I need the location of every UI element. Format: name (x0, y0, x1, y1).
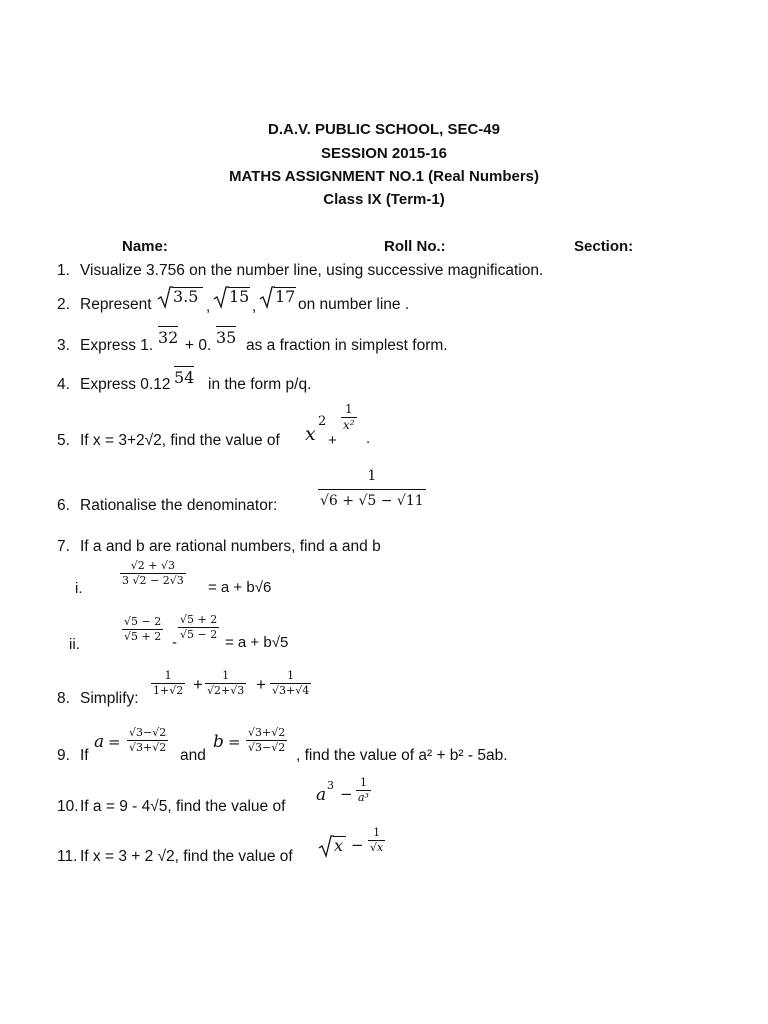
fraction (120, 560, 186, 587)
denominator: √x (370, 840, 384, 854)
question-text: If (80, 747, 89, 764)
denominator: √5 + 2 (124, 629, 162, 643)
sqrt-icon (157, 285, 173, 309)
question-text: Express 1. (80, 337, 154, 354)
denominator: √5 − 2 (180, 627, 218, 641)
denominator: √6 + √5 − √11 (318, 489, 426, 509)
numerator: 1 (367, 468, 377, 484)
question-5 (57, 432, 280, 450)
numerator: 1 (344, 402, 353, 416)
recurring-digits: 32 (158, 328, 179, 347)
subpart-label: i. (75, 580, 83, 597)
denominator: √3−√2 (248, 740, 286, 754)
denominator: x² (343, 417, 355, 432)
numerator: 1 (164, 669, 172, 682)
separator: , (252, 298, 257, 315)
numerator: √2 + √3 (130, 559, 175, 572)
question-text-end: in the form p/q. (208, 376, 312, 393)
rhs: = a + b√6 (208, 579, 272, 596)
fraction (205, 670, 246, 697)
roll-label: Roll No.: (384, 238, 446, 255)
radical-3-5 (157, 285, 173, 314)
question-text: Rationalise the denominator: (80, 497, 278, 514)
exponent: 2 (318, 414, 327, 429)
denominator: √2+√3 (207, 683, 245, 697)
question-text: If a = 9 - 4√5, find the value of (80, 798, 286, 815)
question-9 (57, 747, 89, 765)
recurring-digits: 35 (216, 328, 237, 347)
question-text: If a and b are rational numbers, find a and b (80, 538, 381, 555)
plus-sign: + (328, 432, 337, 449)
question-number: 11. (57, 848, 78, 865)
question-4 (57, 376, 170, 394)
question-text-end: , find the value of a² + b² - 5ab. (296, 747, 508, 764)
plus-text: + 0. (185, 337, 212, 354)
numerator: 1 (359, 776, 367, 789)
question-number: 2. (57, 296, 70, 313)
numerator: √3−√2 (129, 726, 167, 739)
radicand: x (334, 836, 344, 855)
fraction (122, 616, 163, 643)
question-number: 3. (57, 337, 70, 354)
minus-sign: − (351, 836, 364, 854)
radicand: 3.5 (173, 287, 199, 306)
question-number: 6. (57, 497, 70, 514)
exponent: 3 (327, 779, 334, 792)
radicand: 15 (229, 287, 250, 306)
question-11 (57, 848, 293, 866)
denominator: 3 √2 − 2√3 (122, 573, 184, 587)
and-text: and (180, 747, 206, 764)
sqrt-icon (318, 834, 334, 858)
question-text: Represent (80, 296, 152, 313)
period: . (366, 430, 371, 447)
radicand: 17 (275, 287, 296, 306)
numerator: 1 (222, 669, 230, 682)
numerator: √5 + 2 (180, 613, 218, 626)
assignment-title: MATHS ASSIGNMENT NO.1 (Real Numbers) (228, 168, 540, 185)
question-number: 9. (57, 747, 70, 764)
question-text: If x = 3 + 2 √2, find the value of (80, 848, 293, 865)
separator: , (206, 298, 211, 315)
minus-sign: - (172, 634, 177, 651)
denominator: √3+√4 (272, 683, 310, 697)
class-line: Class IX (Term-1) (323, 191, 445, 208)
plus-sign: + (193, 675, 203, 694)
minus-sign: − (340, 785, 353, 803)
equals-sign: = (228, 733, 241, 751)
question-text: Simplify: (80, 690, 139, 707)
question-number: 1. (57, 262, 70, 279)
sqrt-icon (259, 285, 275, 309)
subpart-label: ii. (69, 636, 80, 653)
session-line: SESSION 2015-16 (321, 145, 447, 162)
variable-x: x (305, 423, 316, 445)
radical-x (318, 834, 334, 863)
fraction (270, 670, 311, 697)
question-8 (57, 690, 139, 708)
variable-a: a (316, 785, 327, 805)
sqrt-icon (213, 285, 229, 309)
school-name: D.A.V. PUBLIC SCHOOL, SEC-49 (268, 121, 500, 138)
numerator: 1 (373, 826, 381, 839)
fraction (356, 777, 371, 804)
name-label: Name: (122, 238, 168, 255)
question-3 (57, 337, 153, 355)
question-number: 5. (57, 432, 70, 449)
question-6 (57, 497, 277, 515)
question-text-end: as a fraction in simplest form. (246, 337, 448, 354)
variable-a: a (94, 732, 105, 752)
question-number: 4. (57, 376, 70, 393)
question-1 (57, 262, 543, 280)
fraction (127, 727, 168, 754)
plus-sign: + (256, 675, 266, 694)
question-text-end: on number line . (298, 296, 410, 313)
numerator: √3+√2 (248, 726, 286, 739)
radical-17 (259, 285, 275, 314)
numerator: 1 (287, 669, 295, 682)
fraction (178, 614, 219, 641)
fraction (368, 827, 385, 854)
question-text: Express 0.12 (80, 376, 171, 393)
question-10 (57, 798, 285, 816)
question-7 (57, 538, 381, 556)
denominator: 1+√2 (153, 683, 184, 697)
denominator: a³ (358, 790, 369, 804)
question-number: 7. (57, 538, 70, 555)
question-text: If x = 3+2√2, find the value of (80, 432, 280, 449)
denominator: √3+√2 (129, 740, 167, 754)
section-label: Section: (574, 238, 634, 255)
fraction (318, 468, 426, 509)
rhs: = a + b√5 (225, 634, 289, 651)
fraction (341, 403, 357, 433)
variable-b: b (213, 732, 224, 752)
equals-sign: = (108, 733, 121, 751)
recurring-digits: 54 (174, 368, 195, 387)
fraction (246, 727, 287, 754)
question-number: 8. (57, 690, 70, 707)
numerator: √5 − 2 (124, 615, 162, 628)
radical-15 (213, 285, 229, 314)
question-2 (57, 296, 152, 314)
fraction (151, 670, 185, 697)
question-number: 10. (57, 798, 79, 815)
question-text: Visualize 3.756 on the number line, using successive magnification. (80, 262, 544, 279)
